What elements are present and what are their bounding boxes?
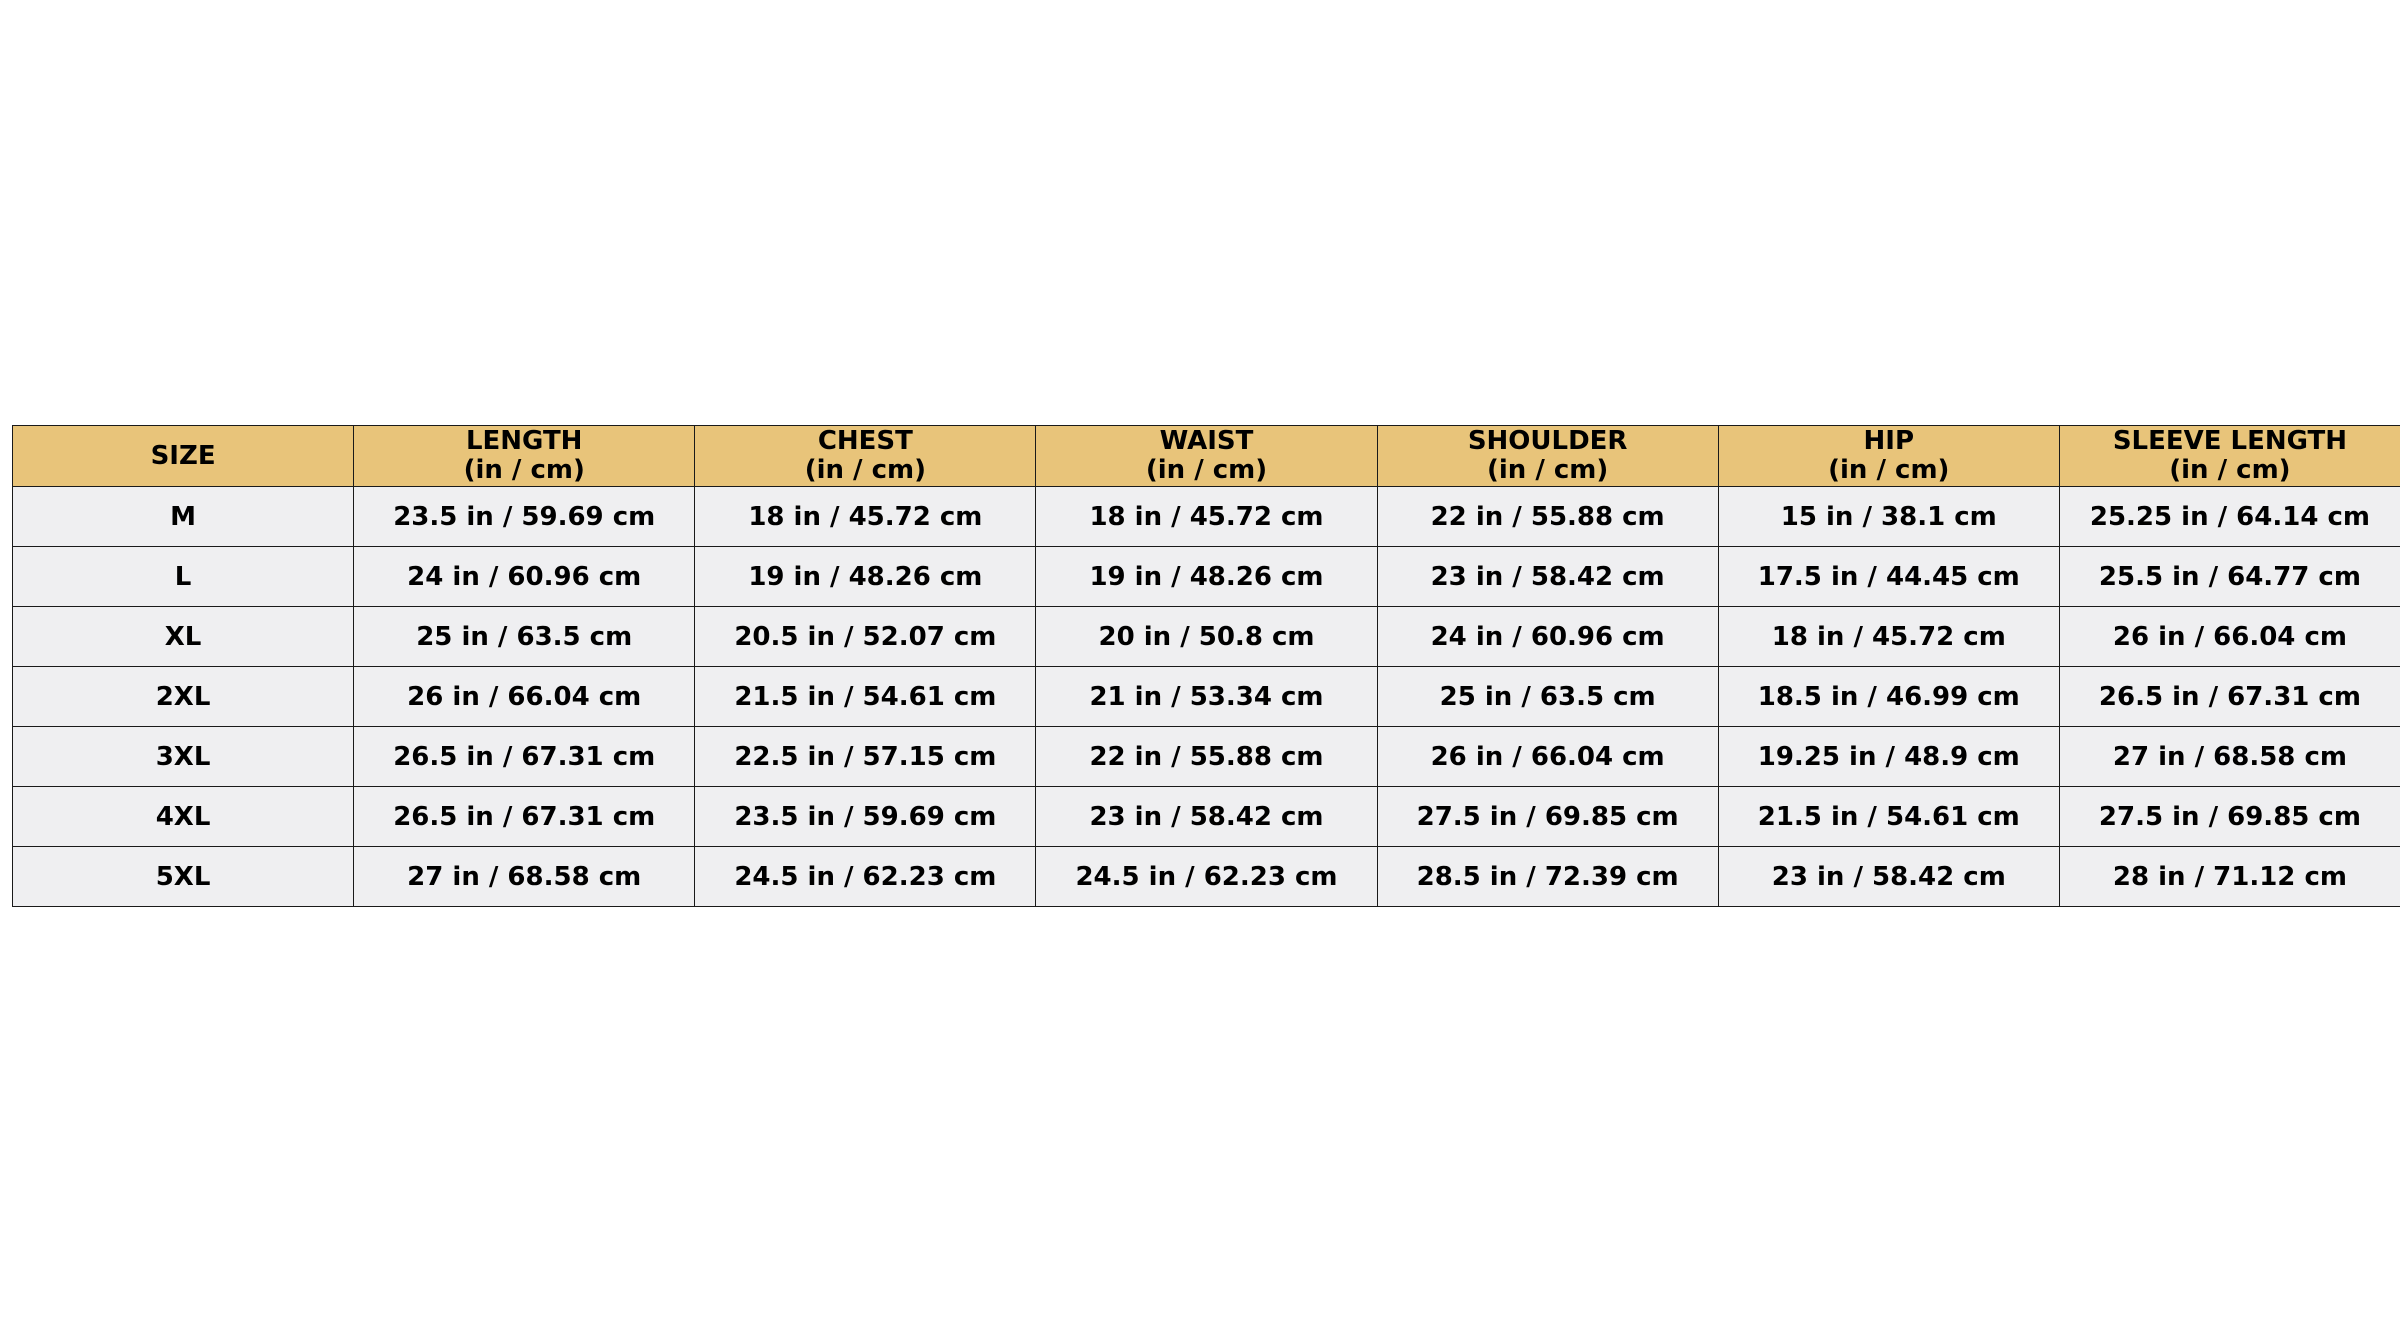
column-header-label: SLEEVE LENGTH: [2112, 426, 2348, 456]
table-cell-hip: 18.5 in / 46.99 cm: [1718, 667, 2059, 727]
table-cell-shoulder: 28.5 in / 72.39 cm: [1377, 847, 1718, 907]
table-cell-sleeve-length: 25.5 in / 64.77 cm: [2059, 547, 2400, 607]
table-cell-length: 25 in / 63.5 cm: [354, 607, 695, 667]
table-header: [13, 426, 2400, 487]
column-header-waist: [1036, 426, 1377, 487]
table-cell-shoulder: 26 in / 66.04 cm: [1377, 727, 1718, 787]
column-header-hip: [1718, 426, 2059, 487]
table-cell-sleeve-length: 26 in / 66.04 cm: [2059, 607, 2400, 667]
table-body: [13, 487, 2400, 907]
table-row: [13, 487, 2400, 547]
table-cell-chest: 20.5 in / 52.07 cm: [695, 607, 1036, 667]
table-cell-waist: 20 in / 50.8 cm: [1036, 607, 1377, 667]
table-cell-hip: 15 in / 38.1 cm: [1718, 487, 2059, 547]
column-header-sleeve-length: [2059, 426, 2400, 487]
table-row: [13, 727, 2400, 787]
table-row: [13, 667, 2400, 727]
table-cell-shoulder: 22 in / 55.88 cm: [1377, 487, 1718, 547]
column-header-unit: (in / cm): [1486, 455, 1609, 485]
table-cell-chest: 19 in / 48.26 cm: [695, 547, 1036, 607]
column-header-length: [354, 426, 695, 487]
table-cell-shoulder: 24 in / 60.96 cm: [1377, 607, 1718, 667]
table-cell-waist: 23 in / 58.42 cm: [1036, 787, 1377, 847]
table-cell-chest: 21.5 in / 54.61 cm: [695, 667, 1036, 727]
column-header-size: [13, 426, 354, 487]
table-cell-length: 26.5 in / 67.31 cm: [354, 787, 695, 847]
table-cell-chest: 23.5 in / 59.69 cm: [695, 787, 1036, 847]
table-cell-hip: 21.5 in / 54.61 cm: [1718, 787, 2059, 847]
table-cell-sleeve-length: 25.25 in / 64.14 cm: [2059, 487, 2400, 547]
table-cell-hip: 19.25 in / 48.9 cm: [1718, 727, 2059, 787]
table-cell-shoulder: 27.5 in / 69.85 cm: [1377, 787, 1718, 847]
column-header-label: SIZE: [150, 440, 216, 471]
column-header-shoulder: [1377, 426, 1718, 487]
table-cell-waist: 21 in / 53.34 cm: [1036, 667, 1377, 727]
table-cell-size: 5XL: [13, 847, 354, 907]
table-row: [13, 847, 2400, 907]
table-cell-sleeve-length: 26.5 in / 67.31 cm: [2059, 667, 2400, 727]
column-header-unit: (in / cm): [2169, 455, 2291, 485]
table-cell-length: 26 in / 66.04 cm: [354, 667, 695, 727]
column-header-label: CHEST: [817, 426, 913, 456]
table-cell-chest: 18 in / 45.72 cm: [695, 487, 1036, 547]
column-header-unit: (in / cm): [804, 455, 926, 485]
table-cell-hip: 23 in / 58.42 cm: [1718, 847, 2059, 907]
table-cell-length: 26.5 in / 67.31 cm: [354, 727, 695, 787]
size-chart-table: [12, 425, 2400, 907]
table-cell-hip: 18 in / 45.72 cm: [1718, 607, 2059, 667]
table-cell-size: M: [13, 487, 354, 547]
column-header-label: WAIST: [1159, 426, 1254, 456]
table-cell-shoulder: 23 in / 58.42 cm: [1377, 547, 1718, 607]
column-header-chest: [695, 426, 1036, 487]
table-cell-length: 24 in / 60.96 cm: [354, 547, 695, 607]
table-cell-hip: 17.5 in / 44.45 cm: [1718, 547, 2059, 607]
table-cell-shoulder: 25 in / 63.5 cm: [1377, 667, 1718, 727]
column-header-unit: (in / cm): [463, 455, 585, 485]
table-row: [13, 547, 2400, 607]
table-cell-waist: 18 in / 45.72 cm: [1036, 487, 1377, 547]
table-cell-length: 27 in / 68.58 cm: [354, 847, 695, 907]
table-cell-size: 3XL: [13, 727, 354, 787]
column-header-unit: (in / cm): [1828, 455, 1950, 485]
table-cell-size: XL: [13, 607, 354, 667]
table-cell-size: 4XL: [13, 787, 354, 847]
table-cell-chest: 24.5 in / 62.23 cm: [695, 847, 1036, 907]
table-cell-chest: 22.5 in / 57.15 cm: [695, 727, 1036, 787]
column-header-label: HIP: [1863, 426, 1915, 456]
table-row: [13, 607, 2400, 667]
table-cell-length: 23.5 in / 59.69 cm: [354, 487, 695, 547]
header-row: [13, 426, 2400, 487]
column-header-label: LENGTH: [465, 426, 583, 456]
table-cell-sleeve-length: 27.5 in / 69.85 cm: [2059, 787, 2400, 847]
table-cell-waist: 22 in / 55.88 cm: [1036, 727, 1377, 787]
table-cell-size: 2XL: [13, 667, 354, 727]
table-cell-sleeve-length: 28 in / 71.12 cm: [2059, 847, 2400, 907]
column-header-label: SHOULDER: [1467, 426, 1628, 456]
table-cell-waist: 19 in / 48.26 cm: [1036, 547, 1377, 607]
table-row: [13, 787, 2400, 847]
table-cell-size: L: [13, 547, 354, 607]
table-cell-waist: 24.5 in / 62.23 cm: [1036, 847, 1377, 907]
table-cell-sleeve-length: 27 in / 68.58 cm: [2059, 727, 2400, 787]
column-header-unit: (in / cm): [1145, 455, 1268, 485]
